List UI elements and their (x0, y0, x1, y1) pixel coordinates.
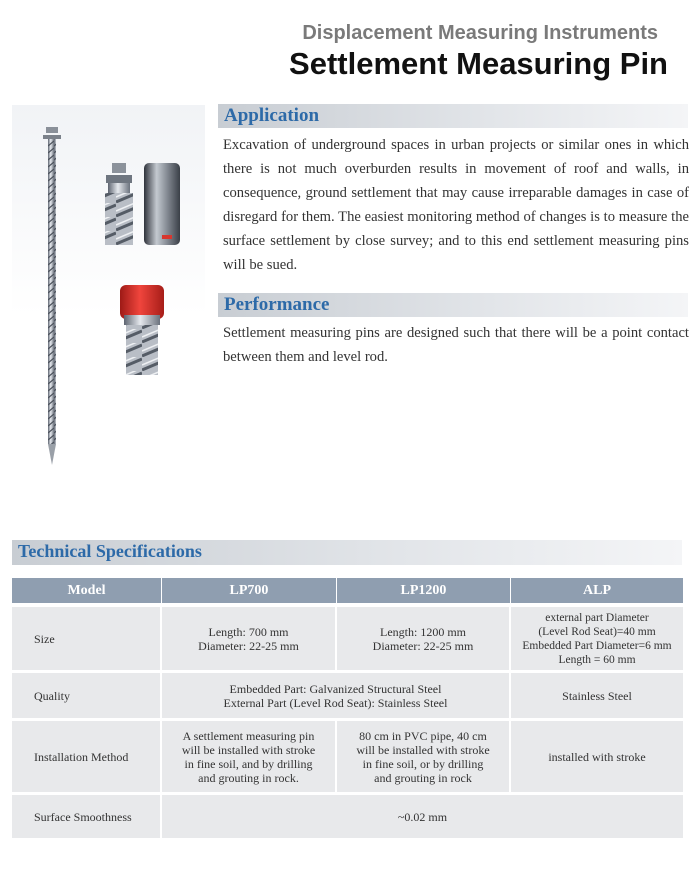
table-row-installation (12, 721, 683, 795)
product-photo (12, 105, 205, 488)
specs-table (12, 578, 683, 841)
application-heading-bar (218, 104, 688, 128)
column-header-lp1200: LP1200 (337, 578, 511, 607)
cell-installation-alp: installed with stroke (511, 721, 683, 795)
document-title: Settlement Measuring Pin (289, 46, 668, 81)
row-label-size: Size (12, 607, 162, 673)
pin-head-icon (105, 163, 133, 245)
cell-line: in fine soil, or by drilling (362, 756, 484, 771)
table-row-size (12, 607, 683, 673)
document-subtitle: Displacement Measuring Instruments (302, 22, 658, 44)
cell-line: Length: 700 mm (208, 624, 289, 639)
cell-size-alp (511, 607, 683, 673)
row-label-smoothness: Surface Smoothness (12, 795, 162, 841)
column-header-lp700: LP700 (162, 578, 337, 607)
cell-line: external part Diameter (545, 611, 649, 624)
cell-line: Length = 60 mm (558, 653, 636, 666)
column-header-alp: ALP (511, 578, 683, 607)
cell-line: Diameter: 22-25 mm (372, 638, 474, 653)
cell-line: Embedded Part Diameter=6 mm (522, 639, 672, 652)
cell-line: in fine soil, and by drilling (184, 756, 313, 771)
performance-heading-bar (218, 293, 688, 317)
table-header-row (12, 578, 683, 607)
specs-heading: Technical Specifications (18, 541, 202, 561)
cell-quality-lp (162, 673, 511, 721)
long-pin-icon (43, 127, 61, 465)
cell-quality-alp: Stainless Steel (511, 673, 683, 721)
specs-heading-bar (12, 540, 682, 565)
performance-text: Settlement measuring pins are designed such that there will be a point contact between them and level rod. (223, 325, 689, 365)
cell-size-lp1200 (337, 607, 511, 673)
cell-line: Length: 1200 mm (380, 624, 466, 639)
table-row-quality (12, 673, 683, 721)
cell-line: will be installed with stroke (181, 742, 316, 757)
table-row-smoothness (12, 795, 683, 841)
sleeve-icon (144, 163, 180, 245)
application-heading: Application (224, 105, 320, 126)
cell-line: 80 cm in PVC pipe, 40 cm (359, 728, 487, 743)
row-label-quality: Quality (12, 673, 162, 721)
red-cap-pin-icon (120, 285, 164, 375)
cell-size-lp700 (162, 607, 337, 673)
row-label-installation: Installation Method (12, 721, 162, 795)
cell-line: Embedded Part: Galvanized Structural Steel (229, 681, 442, 696)
cell-line: will be installed with stroke (356, 742, 490, 757)
cell-line: A settlement measuring pin (182, 728, 315, 743)
cell-line: External Part (Level Rod Seat): Stainless Steel (223, 695, 448, 710)
cell-line: (Level Rod Seat)=40 mm (538, 625, 656, 638)
cell-smoothness: ~0.02 mm (162, 795, 683, 841)
application-text: Excavation of underground spaces in urban projects or similar ones in which there is not much overburden results in movement of roof and walls, in consequence, ground settlement that may cause irreparable damages in case of disregard for them. The easiest monitoring method of changes is to measure the surface settlement by close survey; and to this end settlement measuring pins will be sued. (223, 137, 689, 273)
cell-installation-lp1200 (337, 721, 511, 795)
cell-line: Diameter: 22-25 mm (198, 638, 299, 653)
cell-installation-lp700 (162, 721, 337, 795)
cell-line: and grouting in rock. (198, 770, 299, 785)
cell-line: and grouting in rock (374, 770, 472, 785)
column-header-model: Model (12, 578, 162, 607)
performance-heading: Performance (224, 294, 330, 315)
product-illustration (12, 105, 205, 488)
